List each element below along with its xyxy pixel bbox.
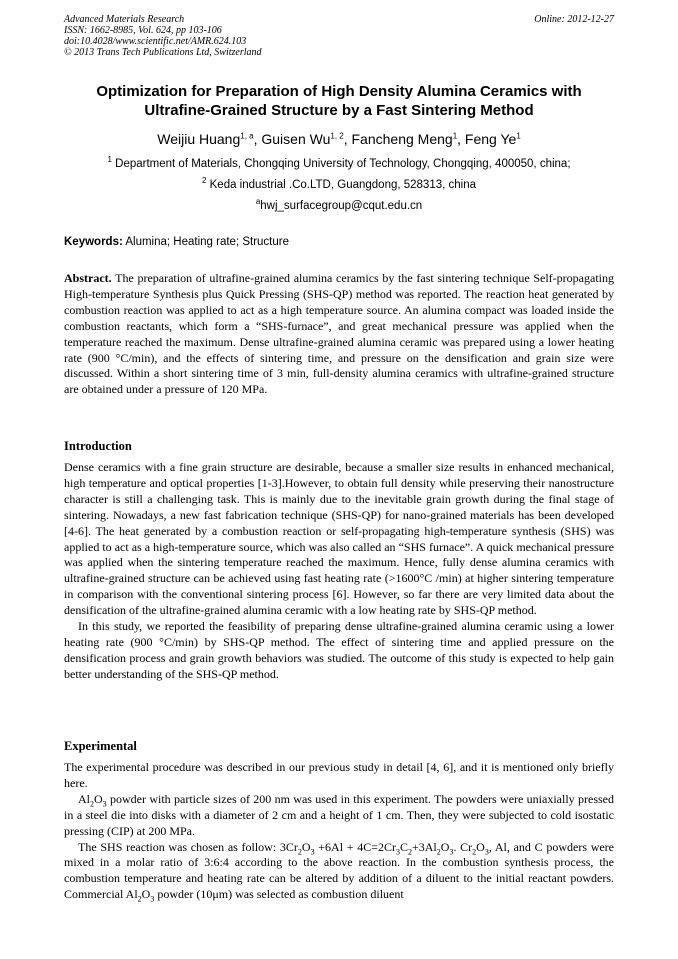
author-name: Feng Ye (464, 131, 517, 147)
author-name: Weijiu Huang (157, 131, 241, 147)
affiliation-sup: 2 (201, 176, 207, 186)
subscript: 2 (436, 846, 441, 856)
affiliation-text: Keda industrial .Co.LTD, Guangdong, 528313, china (209, 179, 477, 191)
keywords (64, 235, 289, 249)
text-run: O (476, 839, 485, 854)
experimental-body (64, 760, 614, 903)
subscript: 3 (449, 846, 454, 856)
affiliation (64, 178, 614, 192)
subscript: 3 (310, 846, 315, 856)
subscript: 3 (150, 894, 155, 904)
subscript: 3 (395, 846, 400, 856)
paragraph: The experimental procedure was described in our previous study in detail [4, 6], and it is mentioned only briefly here. (64, 760, 614, 790)
text-run: O (94, 791, 103, 806)
journal-name: Advanced Materials Research (64, 14, 185, 25)
text-run: . Cr (453, 839, 473, 854)
keywords-label: Keywords: (64, 236, 123, 248)
journal-doi: doi:10.4028/www.scientific.net/AMR.624.103 (64, 36, 247, 47)
journal-copyright: © 2013 Trans Tech Publications Ltd, Switzerland (64, 47, 262, 58)
subscript: 2 (90, 799, 94, 809)
paragraph (64, 840, 614, 904)
subscript: 3 (484, 846, 489, 856)
introduction-heading: Introduction (64, 439, 132, 453)
subscript: 2 (408, 846, 412, 856)
email-address: hwj_surfacegroup@cqut.edu.cn (260, 200, 423, 212)
text-run: C (399, 839, 408, 854)
text-run: , Al, and C powders were mixed in a molar ratio of 3:6:4 according to the above reaction. In the combustion synthesis process, the combustion temperature and heating rate can be altered by addition of a diluent to the initial reactant powders. Commercial Al (64, 839, 615, 902)
text-run: Al (78, 791, 90, 806)
online-date: Online: 2012-12-27 (534, 14, 614, 25)
affiliation-sup: a (255, 197, 261, 207)
author-name: Fancheng Meng (351, 131, 453, 147)
author-list: Weijiu Huang$^{1, a}$, Guisen Wu$^{1, 2}$, Fancheng Meng$^1$, Feng Ye$^1$ (157, 131, 521, 147)
text-run: O (141, 887, 151, 902)
author-sup: 1 (516, 131, 521, 141)
paragraph: In this study, we reported the feasibility of preparing dense ultrafine-grained alumina ceramic using a lower heating rate (900 °C/min) by SHS-QP method. The effect of sintering time and applied pressure on the densification process and grain growth behaviors was studied. The outcome of this study is expected to help gain better understanding of the SHS-QP method. (64, 619, 614, 681)
abstract-label: Abstract. (64, 271, 112, 285)
keywords-text: Alumina; Heating rate; Structure (125, 236, 289, 248)
author-sup: 1, a (240, 131, 254, 141)
subscript: 2 (472, 846, 477, 856)
paragraph: Dense ceramics with a fine grain structure are desirable, because a smaller size results in enhanced mechanical, high temperature and optical properties [1-3].However, to obtain full density while preserving their nanostructure character is still a challenging task. This is mainly due to the inevitable grain growth during the final stage of sintering. Nowadays, a new fast fabrication technique (SHS-QP) for nano-grained materials has been developed [4-6]. The heat generated by a combustion reaction or self-propagating high-temperature synthesis (SHS) was applied to act as a high-temperature source, which was also called an “SHS furnace”. A quick mechanical pressure was applied when the sintering temperature reached the maximum. Hence, fully dense alumina ceramics with ultrafine-grained structure can be achieved using fast heating rate (>1600°C /min) at higher sintering temperature in comparison with the conventional sintering process [6]. However, so far there are very limited data about the densification of the ultrafine-grained alumina ceramic with a low heating rate by SHS-QP method. (64, 460, 614, 618)
author-sup: 1, 2 (330, 131, 344, 141)
journal-issn: ISSN: 1662-8985, Vol. 624, pp 103-106 (64, 25, 222, 36)
text-run: +6Al + 4C=2Cr (314, 839, 396, 854)
introduction-body (64, 460, 614, 683)
affiliation (64, 157, 614, 171)
text-run: The SHS reaction was chosen as follow: 3Cr (78, 839, 298, 854)
affiliation-sup: 1 (107, 155, 112, 165)
abstract (64, 271, 614, 398)
affiliation-email (64, 199, 614, 213)
text-run: O (440, 839, 450, 854)
subscript: 3 (102, 799, 107, 809)
subscript: 2 (137, 894, 142, 904)
affiliation-text: Department of Materials, Chongqing University of Technology, Chongqing, 400050, china; (115, 158, 571, 170)
author-sup: 1 (452, 131, 458, 141)
journal-header (64, 14, 262, 58)
experimental-heading: Experimental (64, 739, 137, 753)
author-name: Guisen Wu (261, 131, 331, 147)
paragraph (64, 792, 614, 840)
text-run: O (301, 839, 311, 854)
text-run: powder with particle sizes of 200 nm was used in this experiment. The powders were uniaxially pressed in a steel die into disks with a diameter of 2 cm and a height of 1 cm. Then, they were subjected to cold isostatic pressing (CIP) at 200 MPa. (64, 791, 614, 838)
text-run: powder (10μm) was selected as combustion diluent (154, 887, 404, 902)
abstract-text: The preparation of ultrafine-grained alumina ceramics by the fast sintering technique Self-propagating High-temperature Synthesis plus Quick Pressing (SHS-QP) method was reported. The reaction heat generated by combustion reaction was applied to act as a high temperature source. An alumina compact was loaded inside the combustion reactants, which form a “SHS-furnace”, and great mechanical pressure was applied when the temperature reached the maximum. Dense ultrafine-grained alumina ceramic was prepared using a lower heating rate (900 °C/min), and the effects of sintering time, and pressure on the densification and grain size were discussed. Within a short sintering time of 3 min, full-density alumina ceramics with ultrafine-grained structure are obtained under a pressure of 120 MPa. (64, 271, 614, 397)
paper-title: Optimization for Preparation of High Density Alumina Ceramics with Ultrafine-Grained Structure by a Fast Sintering Method (96, 83, 582, 119)
subscript: 2 (297, 846, 302, 856)
text-run: +3Al (412, 839, 437, 854)
